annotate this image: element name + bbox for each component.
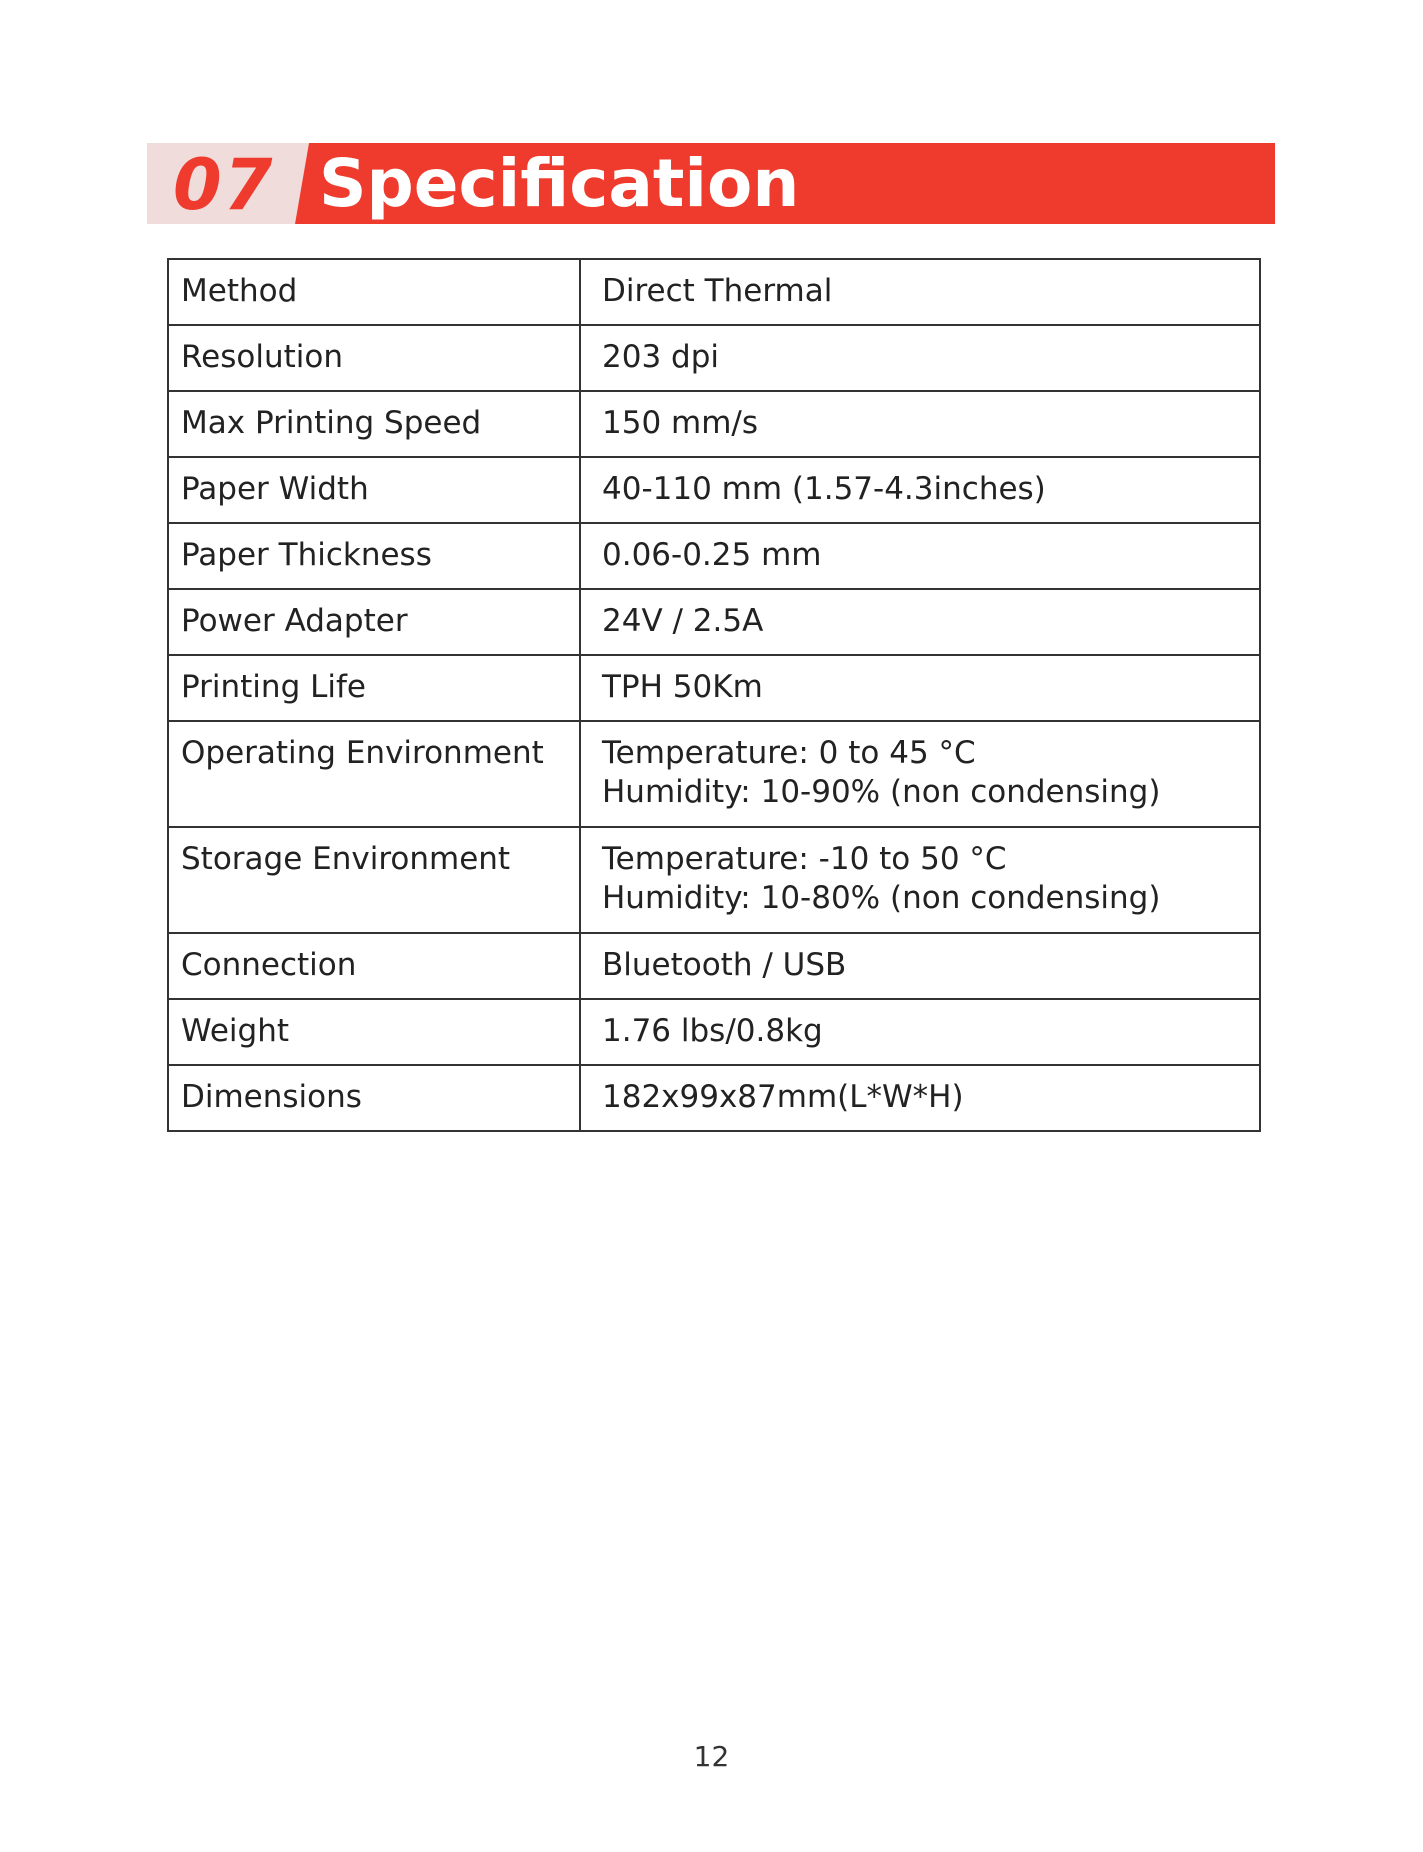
spec-row-dimensions — [168, 1065, 1260, 1131]
section-header — [147, 143, 1275, 224]
spec-row-storage-environment — [168, 827, 1260, 933]
page-number: 12 — [693, 1740, 730, 1773]
spec-table — [167, 258, 1261, 1132]
section-number: 07 — [173, 144, 275, 226]
spec-value: 40-110 mm (1.57-4.3inches) — [580, 457, 1260, 523]
spec-row-weight — [168, 999, 1260, 1065]
spec-label: Operating Environment — [168, 721, 580, 827]
spec-row-max-printing-speed — [168, 391, 1260, 457]
spec-value: TPH 50Km — [580, 655, 1260, 721]
spec-label: Method — [168, 259, 580, 325]
spec-row-resolution — [168, 325, 1260, 391]
spec-value: 203 dpi — [580, 325, 1260, 391]
spec-row-operating-environment — [168, 721, 1260, 827]
spec-row-printing-life — [168, 655, 1260, 721]
section-title: Specification — [319, 145, 800, 222]
spec-value: 1.76 lbs/0.8kg — [580, 999, 1260, 1065]
spec-value: Direct Thermal — [580, 259, 1260, 325]
spec-label: Resolution — [168, 325, 580, 391]
spec-label: Connection — [168, 933, 580, 999]
spec-value: 150 mm/s — [580, 391, 1260, 457]
spec-row-paper-width — [168, 457, 1260, 523]
spec-label: Paper Thickness — [168, 523, 580, 589]
spec-row-power-adapter — [168, 589, 1260, 655]
spec-label: Printing Life — [168, 655, 580, 721]
spec-label: Power Adapter — [168, 589, 580, 655]
spec-value: 182x99x87mm(L*W*H) — [580, 1065, 1260, 1131]
spec-label: Dimensions — [168, 1065, 580, 1131]
spec-label: Paper Width — [168, 457, 580, 523]
spec-value: 24V / 2.5A — [580, 589, 1260, 655]
spec-value: Temperature: 0 to 45 °C Humidity: 10-90% (non condensing) — [580, 721, 1260, 827]
spec-row-paper-thickness — [168, 523, 1260, 589]
spec-label: Weight — [168, 999, 580, 1065]
spec-row-connection — [168, 933, 1260, 999]
spec-row-method — [168, 259, 1260, 325]
spec-value: Temperature: -10 to 50 °C Humidity: 10-80% (non condensing) — [580, 827, 1260, 933]
spec-value: Bluetooth / USB — [580, 933, 1260, 999]
spec-label: Storage Environment — [168, 827, 580, 933]
spec-label: Max Printing Speed — [168, 391, 580, 457]
spec-value: 0.06-0.25 mm — [580, 523, 1260, 589]
